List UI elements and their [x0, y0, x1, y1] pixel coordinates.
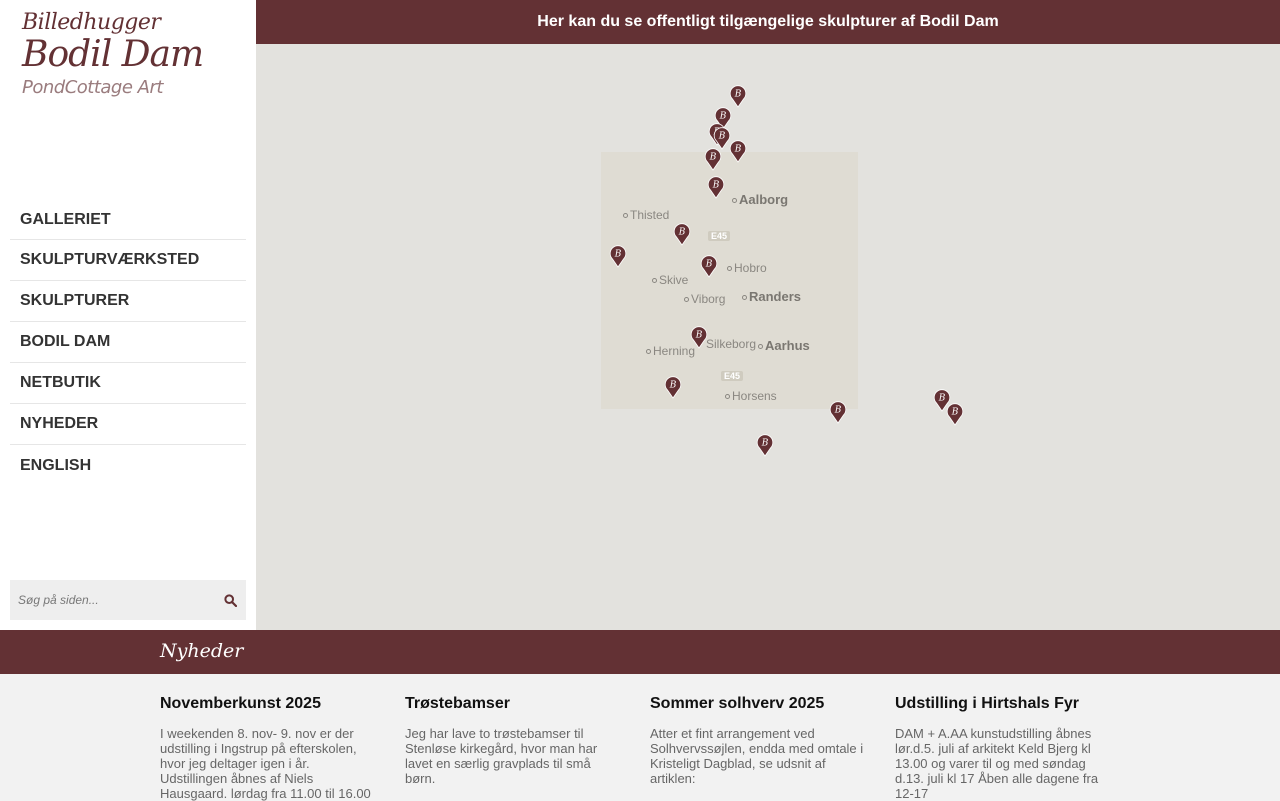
- search-box: [10, 580, 246, 620]
- sculpture-map-pin[interactable]: [673, 222, 691, 246]
- news-header-bar: [0, 630, 1280, 674]
- sculpture-map-pin[interactable]: [707, 175, 725, 199]
- nav-item-bodil-dam[interactable]: BODIL DAM: [10, 322, 246, 363]
- sculpture-map-pin[interactable]: [690, 325, 708, 349]
- sculpture-map-pin[interactable]: [700, 254, 718, 278]
- news-item-title[interactable]: Trøstebamser: [405, 695, 510, 712]
- map-pin-label: B: [951, 407, 959, 418]
- search-input[interactable]: [10, 580, 214, 620]
- sculpture-map[interactable]: [256, 44, 1280, 630]
- sculpture-map-pin[interactable]: [946, 402, 964, 426]
- news-item[interactable]: [405, 694, 620, 786]
- news-section: [0, 674, 1280, 800]
- page-banner: [256, 0, 1280, 44]
- city-label: Aarhus: [758, 338, 810, 353]
- news-item-text: Jeg har lave to trøstebamser til Stenløse kirkegård, hvor man har lavet en særlig gravplads til små børn.: [405, 726, 598, 786]
- news-item-title[interactable]: Udstilling i Hirtshals Fyr: [895, 695, 1080, 712]
- nav-item-skulpturer[interactable]: SKULPTURER: [10, 281, 246, 322]
- city-label: Silkeborg: [706, 337, 757, 351]
- news-item-text: DAM + A.AA kunstudstilling åbnes lør.d.5. juli af arkitekt Keld Bjerg kl 13.00 og varer til og med søndag d.13. juli kl 17 Åben alle dagene fra 12-17: [895, 726, 1099, 801]
- logo-line-1: Billedhugger: [22, 10, 161, 35]
- news-item-text: I weekenden 8. nov- 9. nov er der udstilling i Ingstrup på efterskolen, hvor jeg deltager igen i år. Udstillingen åbnes af Niels Hausgaard. lørdag fra 11.00 til 16.00: [160, 726, 371, 801]
- sculpture-map-pin[interactable]: [609, 244, 627, 268]
- sculpture-map-pin[interactable]: [756, 433, 774, 457]
- logo-line-2: Bodil Dam: [22, 34, 204, 75]
- city-label: Herning: [646, 344, 695, 358]
- map-pin-label: B: [695, 330, 703, 341]
- map-pin-label: B: [678, 227, 686, 238]
- sculpture-map-pin[interactable]: [729, 84, 747, 108]
- sculpture-map-pin[interactable]: [829, 400, 847, 424]
- city-label: Viborg: [684, 292, 725, 306]
- nav-item-skulpturvaerksted[interactable]: SKULPTURVÆRKSTED: [10, 240, 246, 281]
- main-nav: [10, 200, 246, 486]
- map-pin-label: B: [718, 131, 726, 142]
- news-section-title: Nyheder: [160, 640, 244, 662]
- nav-item-english[interactable]: ENGLISH: [20, 456, 92, 474]
- map-pin-label: B: [614, 249, 622, 260]
- map-pin-label: B: [734, 89, 742, 100]
- map-pin-label: B: [834, 405, 842, 416]
- map-pin-label: B: [705, 259, 713, 270]
- road-label: E45: [721, 371, 743, 381]
- map-pin-label: B: [712, 180, 720, 191]
- city-label: Hobro: [727, 261, 767, 275]
- sculpture-map-pin[interactable]: [704, 147, 722, 171]
- map-pin-label: B: [719, 111, 727, 122]
- map-pin-label: B: [734, 144, 742, 155]
- news-item-title[interactable]: Sommer solhverv 2025: [650, 695, 825, 712]
- sidebar: [0, 0, 256, 630]
- city-label: Randers: [742, 289, 801, 304]
- nav-item-galleriet[interactable]: GALLERIET: [10, 200, 246, 240]
- nav-item-netbutik[interactable]: NETBUTIK: [10, 363, 246, 404]
- news-item[interactable]: [160, 694, 375, 801]
- city-label: Horsens: [725, 389, 777, 403]
- news-item[interactable]: [650, 694, 865, 786]
- banner-text: Her kan du se offentligt tilgængelige skulpturer af Bodil Dam: [537, 13, 999, 30]
- news-item[interactable]: [895, 694, 1110, 801]
- site-logo[interactable]: [22, 10, 203, 102]
- map-pin-label: B: [669, 380, 677, 391]
- city-label: Thisted: [623, 208, 669, 222]
- map-pin-label: B: [938, 393, 946, 404]
- map-pin-label: B: [709, 152, 717, 163]
- road-label: E45: [708, 231, 730, 241]
- nav-item-nyheder[interactable]: NYHEDER: [10, 404, 246, 445]
- search-button[interactable]: [214, 580, 246, 620]
- news-item-title[interactable]: Novemberkunst 2025: [160, 695, 321, 712]
- search-icon: [224, 594, 237, 607]
- sculpture-map-pin[interactable]: [664, 375, 682, 399]
- city-label: Skive: [652, 273, 688, 287]
- map-pin-label: B: [761, 438, 769, 449]
- logo-line-3: PondCottage Art: [22, 77, 163, 98]
- sculpture-map-pin[interactable]: [729, 139, 747, 163]
- news-item-text: Atter et fint arrangement ved Solhvervssøjlen, endda med omtale i Kristeligt Dagblad, se udsnit af artiklen:: [650, 726, 864, 786]
- city-label: Aalborg: [732, 192, 788, 207]
